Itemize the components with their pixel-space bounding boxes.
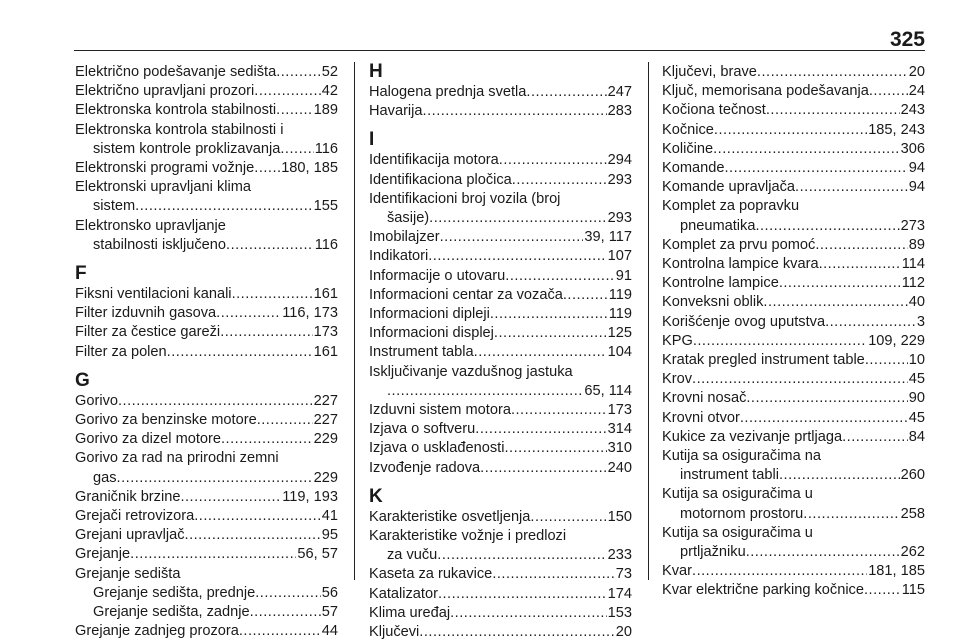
entry-page-ref: 114 <box>901 256 925 273</box>
entry-term: Izjava o softveru <box>369 421 476 438</box>
index-entry <box>75 285 338 304</box>
index-entry <box>662 101 925 120</box>
index-entry <box>662 82 925 101</box>
entry-page-ref: 90 <box>908 390 925 407</box>
entry-page-ref: 107 <box>607 248 632 265</box>
entry-term: Izjava o usklađenosti <box>369 440 505 457</box>
section-letter: G <box>75 369 90 391</box>
index-entry <box>662 63 925 82</box>
dot-leader <box>563 286 608 305</box>
entry-term: Električno podešavanje sedišta <box>75 64 277 80</box>
entry-term: motornom prostoru <box>680 505 804 522</box>
dot-leader <box>185 526 321 545</box>
entry-page-ref: 306 <box>900 140 925 157</box>
index-heading: Kutija sa osiguračima na <box>662 448 821 465</box>
entry-term: za vuču <box>387 547 438 564</box>
index-heading: Identifikacioni broj vozila (broj <box>369 190 561 207</box>
entry-term: Imobilajzer <box>369 229 440 246</box>
entry-term: KPG <box>662 332 693 349</box>
dot-leader <box>423 102 607 121</box>
dot-leader <box>869 82 908 101</box>
dot-leader <box>167 343 313 362</box>
entry-term: Grejači retrovizora <box>75 508 195 525</box>
index-heading: Elektronsko upravljanje <box>75 217 226 234</box>
dot-leader <box>194 507 321 526</box>
dot-leader <box>511 401 607 420</box>
index-entry <box>662 274 925 293</box>
entry-term: Elektronski programi vožnje <box>75 160 255 177</box>
entry-term: Ključevi, brave <box>662 64 757 80</box>
section-letter: K <box>369 485 383 507</box>
dot-leader <box>530 508 606 527</box>
index-entry <box>662 581 925 600</box>
entry-term: Krovni nosač <box>662 390 747 407</box>
index-entry <box>75 140 338 159</box>
index-entry <box>75 469 338 488</box>
entry-page-ref: 258 <box>900 505 925 522</box>
dot-leader <box>490 305 608 324</box>
index-entry <box>369 83 632 102</box>
index-entry <box>662 562 925 581</box>
dot-leader <box>763 293 907 312</box>
entry-term: Komande <box>662 160 725 177</box>
entry-page-ref: 112 <box>901 275 925 292</box>
index-entry <box>75 304 338 323</box>
dot-leader <box>746 389 907 408</box>
entry-term: Količine <box>662 140 714 157</box>
entry-term: Informacije o utovaru <box>369 267 506 284</box>
dot-leader <box>825 313 916 332</box>
entry-term: šasije) <box>387 210 430 227</box>
entry-page-ref: 116, 173 <box>282 305 338 322</box>
entry-term: Graničnik brzine <box>75 488 181 505</box>
dot-leader <box>180 488 281 507</box>
dot-leader <box>429 209 606 228</box>
entry-page-ref: 42 <box>321 83 338 100</box>
entry-term: Gorivo <box>75 392 118 409</box>
entry-page-ref: 52 <box>321 64 338 80</box>
index-entry <box>369 382 632 401</box>
entry-term: Filter za čestice gareži <box>75 324 221 341</box>
entry-page-ref: 116 <box>314 236 338 253</box>
index-entry <box>662 351 925 370</box>
index-heading: Kutija sa osiguračima u <box>662 524 813 541</box>
entry-page-ref: 95 <box>321 527 338 544</box>
entry-page-ref: 229 <box>313 431 338 448</box>
entry-page-ref: 56, 57 <box>297 546 338 563</box>
dot-leader <box>746 543 900 562</box>
entry-term: Gorivo za benzinske motore <box>75 412 257 429</box>
index-entry <box>662 217 925 236</box>
entry-page-ref: 174 <box>607 585 632 602</box>
entry-term: Kočiona tečnost <box>662 102 766 119</box>
entry-term: pneumatika <box>680 217 756 234</box>
dot-leader <box>779 274 901 293</box>
index-entry <box>369 585 632 604</box>
entry-term: Filter izduvnih gasova <box>75 305 217 322</box>
dot-leader <box>438 585 607 604</box>
entry-page-ref: 89 <box>908 236 925 253</box>
dot-leader <box>254 159 280 178</box>
entry-page-ref: 310 <box>607 440 632 457</box>
dot-leader <box>795 178 908 197</box>
entry-term: Informacioni dipleji <box>369 306 490 323</box>
index-entry <box>75 343 338 362</box>
dot-leader <box>865 351 908 370</box>
entry-page-ref: 94 <box>908 160 925 177</box>
dot-leader <box>713 140 900 159</box>
entry-term: Grejanje <box>75 546 131 563</box>
index-heading: Karakteristike vožnje i predlozi <box>369 528 567 545</box>
entry-page-ref: 155 <box>313 198 338 215</box>
entry-page-ref: 229 <box>313 469 338 486</box>
entry-term: sistem <box>93 198 136 215</box>
dot-leader <box>118 392 313 411</box>
entry-term: Fiksni ventilacioni kanali <box>75 286 232 303</box>
index-entry <box>662 466 925 485</box>
dot-leader <box>480 459 606 478</box>
section-letter: I <box>369 129 375 151</box>
entry-term: Filter za polen <box>75 343 167 360</box>
entry-term: Kočnice <box>662 121 714 138</box>
dot-leader <box>526 83 606 102</box>
entry-page-ref: 240 <box>607 459 632 476</box>
index-entry <box>75 159 338 178</box>
index-entry <box>369 305 632 324</box>
dot-leader <box>450 604 607 623</box>
dot-leader <box>724 159 907 178</box>
index-heading: Elektronski upravljani klima <box>75 179 252 196</box>
index-entry <box>369 324 632 343</box>
index-entry <box>662 255 925 274</box>
dot-leader <box>255 584 321 603</box>
entry-term: Kvar električne parking kočnice <box>662 582 864 599</box>
entry-term: Krov <box>662 371 693 388</box>
dot-leader <box>740 409 908 428</box>
entry-term: Gorivo za dizel motore <box>75 431 221 448</box>
index-entry <box>75 236 338 255</box>
index-entry <box>369 604 632 623</box>
index-column-3 <box>662 63 925 601</box>
index-entry <box>662 178 925 197</box>
entry-page-ref: 57 <box>321 604 338 621</box>
entry-term: Kratak pregled instrument table <box>662 352 865 369</box>
index-entry <box>75 622 338 641</box>
entry-page-ref: 247 <box>607 84 632 100</box>
dot-leader <box>492 565 614 584</box>
index-entry <box>75 323 338 342</box>
index-column-2 <box>369 63 632 642</box>
entry-page-ref: 20 <box>908 64 925 80</box>
section-letter: H <box>369 61 383 82</box>
index-heading: Elektronska kontrola stabilnosti i <box>75 121 284 138</box>
dot-leader <box>221 430 313 449</box>
index-column-1 <box>75 63 338 641</box>
index-heading: Kutija sa osiguračima u <box>662 486 813 503</box>
entry-page-ref: 20 <box>615 624 632 641</box>
dot-leader <box>475 420 606 439</box>
dot-leader <box>239 622 321 641</box>
entry-page-ref: 44 <box>321 623 338 640</box>
column-divider <box>354 62 355 580</box>
dot-leader <box>757 63 908 82</box>
entry-term: Korišćenje ovog uputstva <box>662 313 826 330</box>
entry-term: Identifikaciona pločica <box>369 171 512 188</box>
entry-page-ref: 181, 185 <box>868 563 925 580</box>
entry-page-ref: 227 <box>313 392 338 409</box>
entry-term: Kontrolna lampice kvara <box>662 256 819 273</box>
index-entry <box>369 565 632 584</box>
entry-page-ref: 125 <box>607 325 632 342</box>
entry-page-ref: 314 <box>607 421 632 438</box>
entry-term: sistem kontrole proklizavanja <box>93 140 281 157</box>
index-entry <box>75 101 338 120</box>
entry-term: Ključ, memorisana podešavanja <box>662 83 869 100</box>
column-divider <box>648 62 649 580</box>
entry-term: Kukice za vezivanje prtljaga <box>662 428 843 445</box>
index-entry <box>75 63 338 82</box>
entry-term: Komplet za prvu pomoć <box>662 236 816 253</box>
dot-leader <box>692 562 867 581</box>
index-entry <box>75 411 338 430</box>
entry-term: Krovni otvor <box>662 409 740 426</box>
index-entry <box>369 102 632 121</box>
dot-leader <box>130 545 296 564</box>
index-entry <box>662 140 925 159</box>
entry-term: Kvar <box>662 563 693 580</box>
index-entry <box>369 247 632 266</box>
entry-page-ref: 119 <box>608 286 632 303</box>
index-entry <box>369 267 632 286</box>
index-entry <box>369 228 632 247</box>
entry-page-ref: 10 <box>908 352 925 369</box>
entry-page-ref: 39, 117 <box>584 229 632 246</box>
entry-page-ref: 109, 229 <box>868 332 925 349</box>
dot-leader <box>428 247 606 266</box>
dot-leader <box>499 151 607 170</box>
entry-term: Identifikacija motora <box>369 152 499 169</box>
index-entry <box>662 293 925 312</box>
dot-leader <box>220 323 312 342</box>
dot-leader <box>276 63 321 82</box>
section-letter: F <box>75 263 87 285</box>
dot-leader <box>504 439 606 458</box>
index-entry <box>662 505 925 524</box>
dot-leader <box>692 370 908 389</box>
entry-term: Halogena prednja svetla <box>369 84 527 100</box>
entry-term: Komande upravljača <box>662 179 796 196</box>
entry-page-ref: 40 <box>908 294 925 311</box>
dot-leader <box>803 505 899 524</box>
index-entry <box>662 159 925 178</box>
entry-term: Konveksni oblik <box>662 294 764 311</box>
dot-leader <box>437 546 606 565</box>
entry-page-ref: 150 <box>607 508 632 525</box>
index-entry <box>75 82 338 101</box>
index-entry <box>369 151 632 170</box>
entry-term: Indikatori <box>369 248 429 265</box>
index-entry <box>662 409 925 428</box>
dot-leader <box>505 267 614 286</box>
entry-term: Informacioni centar za vozača <box>369 286 563 303</box>
entry-term: Karakteristike osvetljenja <box>369 508 531 525</box>
index-entry <box>662 543 925 562</box>
dot-leader <box>842 428 908 447</box>
dot-leader <box>232 285 313 304</box>
entry-page-ref: 24 <box>908 83 925 100</box>
entry-page-ref: 104 <box>607 344 632 361</box>
index-entry <box>662 428 925 447</box>
index-heading: Isključivanje vazdušnog jastuka <box>369 363 573 380</box>
dot-leader <box>135 197 312 216</box>
entry-page-ref: 294 <box>607 152 632 169</box>
entry-page-ref: 227 <box>313 412 338 429</box>
dot-leader <box>257 411 313 430</box>
index-entry <box>369 343 632 362</box>
index-entry <box>369 623 632 642</box>
dot-leader <box>474 343 607 362</box>
page-number: 325 <box>889 28 925 51</box>
entry-page-ref: 65, 114 <box>584 382 632 399</box>
entry-term: Kaseta za rukavice <box>369 566 493 583</box>
entry-term: Klima uređaj <box>369 604 451 621</box>
entry-page-ref: 173 <box>607 402 632 419</box>
entry-page-ref: 173 <box>313 324 338 341</box>
index-entry <box>75 197 338 216</box>
entry-page-ref: 116 <box>314 140 338 157</box>
entry-page-ref: 243 <box>900 102 925 119</box>
entry-page-ref: 185, 243 <box>868 121 925 138</box>
entry-term: Elektronska kontrola stabilnosti <box>75 102 277 119</box>
entry-page-ref: 260 <box>900 467 925 484</box>
entry-term: Informacioni displej <box>369 325 494 342</box>
index-heading: Komplet za popravku <box>662 198 800 215</box>
index-entry <box>75 392 338 411</box>
entry-page-ref: 262 <box>900 544 925 561</box>
entry-page-ref: 283 <box>607 103 632 120</box>
entry-term: Grejanje zadnjeg prozora <box>75 623 239 640</box>
dot-leader <box>693 332 867 351</box>
dot-leader <box>779 466 900 485</box>
index-entry <box>369 401 632 420</box>
entry-page-ref: 84 <box>908 428 925 445</box>
entry-page-ref: 161 <box>313 286 338 303</box>
entry-term: Grejanje sedišta, zadnje <box>93 604 250 621</box>
entry-term: prtljažniku <box>680 544 746 561</box>
index-entry <box>75 545 338 564</box>
dot-leader <box>117 469 313 488</box>
dot-leader <box>387 382 583 401</box>
entry-page-ref: 56 <box>321 584 338 601</box>
index-entry <box>75 526 338 545</box>
entry-page-ref: 161 <box>313 343 338 360</box>
dot-leader <box>755 217 899 236</box>
dot-leader <box>226 236 314 255</box>
index-entry <box>369 439 632 458</box>
dot-leader <box>819 255 901 274</box>
entry-page-ref: 273 <box>900 217 925 234</box>
entry-page-ref: 41 <box>321 508 338 525</box>
dot-leader <box>250 603 321 622</box>
entry-page-ref: 91 <box>615 267 632 284</box>
entry-term: Kontrolne lampice <box>662 275 779 292</box>
entry-page-ref: 293 <box>607 210 632 227</box>
entry-term: Izvođenje radova <box>369 459 481 476</box>
index-heading: Grejanje sedišta <box>75 565 181 582</box>
index-entry <box>369 508 632 527</box>
index-heading: Gorivo za rad na prirodni zemni <box>75 450 279 467</box>
entry-page-ref: 153 <box>607 604 632 621</box>
index-entry <box>369 459 632 478</box>
index-entry <box>75 603 338 622</box>
dot-leader <box>815 236 907 255</box>
entry-term: gas <box>93 469 117 486</box>
index-entry <box>662 236 925 255</box>
entry-page-ref: 233 <box>607 547 632 564</box>
index-entry <box>75 430 338 449</box>
dot-leader <box>280 140 313 159</box>
entry-term: Katalizator <box>369 585 438 602</box>
entry-page-ref: 180, 185 <box>281 160 338 177</box>
index-entry <box>662 121 925 140</box>
dot-leader <box>864 581 901 600</box>
dot-leader <box>419 623 614 642</box>
index-entry <box>662 389 925 408</box>
dot-leader <box>276 101 312 120</box>
dot-leader <box>254 82 321 101</box>
header-rule <box>74 50 925 51</box>
index-entry <box>369 171 632 190</box>
dot-leader <box>216 304 281 323</box>
entry-term: Grejanje sedišta, prednje <box>93 584 256 601</box>
entry-page-ref: 45 <box>908 409 925 426</box>
entry-term: Havarija <box>369 103 423 120</box>
index-entry <box>369 286 632 305</box>
index-entry <box>369 546 632 565</box>
index-entry <box>662 370 925 389</box>
dot-leader <box>440 228 584 247</box>
index-entry <box>75 584 338 603</box>
entry-page-ref: 119, 193 <box>282 488 338 505</box>
entry-page-ref: 293 <box>607 171 632 188</box>
entry-page-ref: 119 <box>608 306 632 323</box>
entry-page-ref: 73 <box>615 566 632 583</box>
index-entry <box>662 332 925 351</box>
entry-page-ref: 45 <box>908 371 925 388</box>
entry-term: Izduvni sistem motora <box>369 402 511 419</box>
index-entry <box>662 313 925 332</box>
index-entry <box>75 507 338 526</box>
entry-term: Grejani upravljač <box>75 527 185 544</box>
dot-leader <box>512 171 607 190</box>
entry-term: Ključevi <box>369 624 420 641</box>
entry-term: instrument tabli <box>680 467 779 484</box>
entry-term: stabilnosti isključeno <box>93 236 227 253</box>
index-entry <box>369 420 632 439</box>
entry-page-ref: 94 <box>908 179 925 196</box>
index-entry <box>75 488 338 507</box>
entry-term: Instrument tabla <box>369 344 474 361</box>
entry-term: Električno upravljani prozori <box>75 83 255 100</box>
entry-page-ref: 189 <box>313 102 338 119</box>
dot-leader <box>766 101 900 120</box>
dot-leader <box>494 324 607 343</box>
dot-leader <box>714 121 867 140</box>
index-entry <box>369 209 632 228</box>
entry-page-ref: 3 <box>916 313 925 330</box>
entry-page-ref: 115 <box>901 582 925 599</box>
